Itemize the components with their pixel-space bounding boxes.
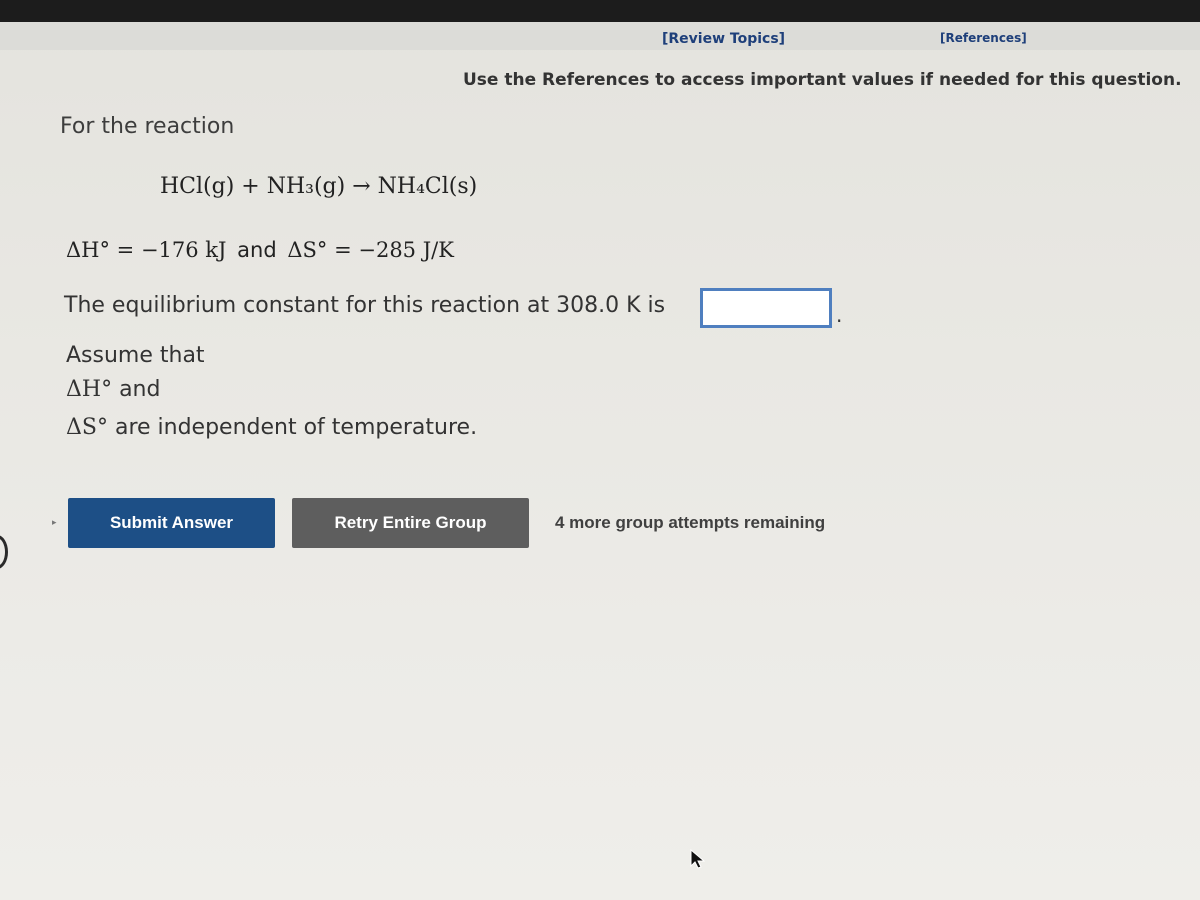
- delta-s-value: = −285 J/K: [334, 238, 454, 262]
- references-notice: Use the References to access important values if needed for this question.: [463, 70, 1182, 90]
- sentence-period: .: [836, 303, 843, 327]
- arrow-marker-icon: ▸: [52, 518, 57, 528]
- delta-s-symbol: ΔS°: [287, 238, 328, 262]
- assume-delta-s-symbol: ΔS°: [66, 415, 108, 440]
- mouse-pointer-icon: [688, 848, 708, 870]
- delta-h-value: = −176 kJ: [116, 238, 227, 262]
- thermo-values: [66, 238, 454, 262]
- delta-h-symbol: ΔH°: [66, 238, 110, 262]
- assume-and-text: and: [119, 377, 161, 402]
- assume-line-1: Assume that: [66, 343, 205, 368]
- references-link[interactable]: [References]: [940, 31, 1027, 45]
- reaction-intro: For the reaction: [60, 114, 235, 139]
- reaction-equation: HCl(g) + NH₃(g) → NH₄Cl(s): [160, 174, 478, 199]
- answer-input[interactable]: [700, 288, 832, 328]
- review-topics-link[interactable]: [Review Topics]: [662, 31, 786, 47]
- screen-edge-ring: [0, 535, 8, 569]
- assume-independent-text: are independent of temperature.: [114, 415, 478, 440]
- attempts-remaining-text: 4 more group attempts remaining: [555, 513, 826, 532]
- submit-answer-button[interactable]: Submit Answer: [68, 498, 275, 548]
- and-text: and: [237, 238, 277, 262]
- retry-entire-group-button[interactable]: Retry Entire Group: [292, 498, 529, 548]
- top-bar: [0, 0, 1200, 22]
- assume-line-3: [66, 415, 477, 440]
- assume-line-2: [66, 377, 160, 402]
- assume-delta-h-symbol: ΔH°: [66, 377, 113, 402]
- equilibrium-question: The equilibrium constant for this reaction at 308.0 K is: [64, 293, 666, 318]
